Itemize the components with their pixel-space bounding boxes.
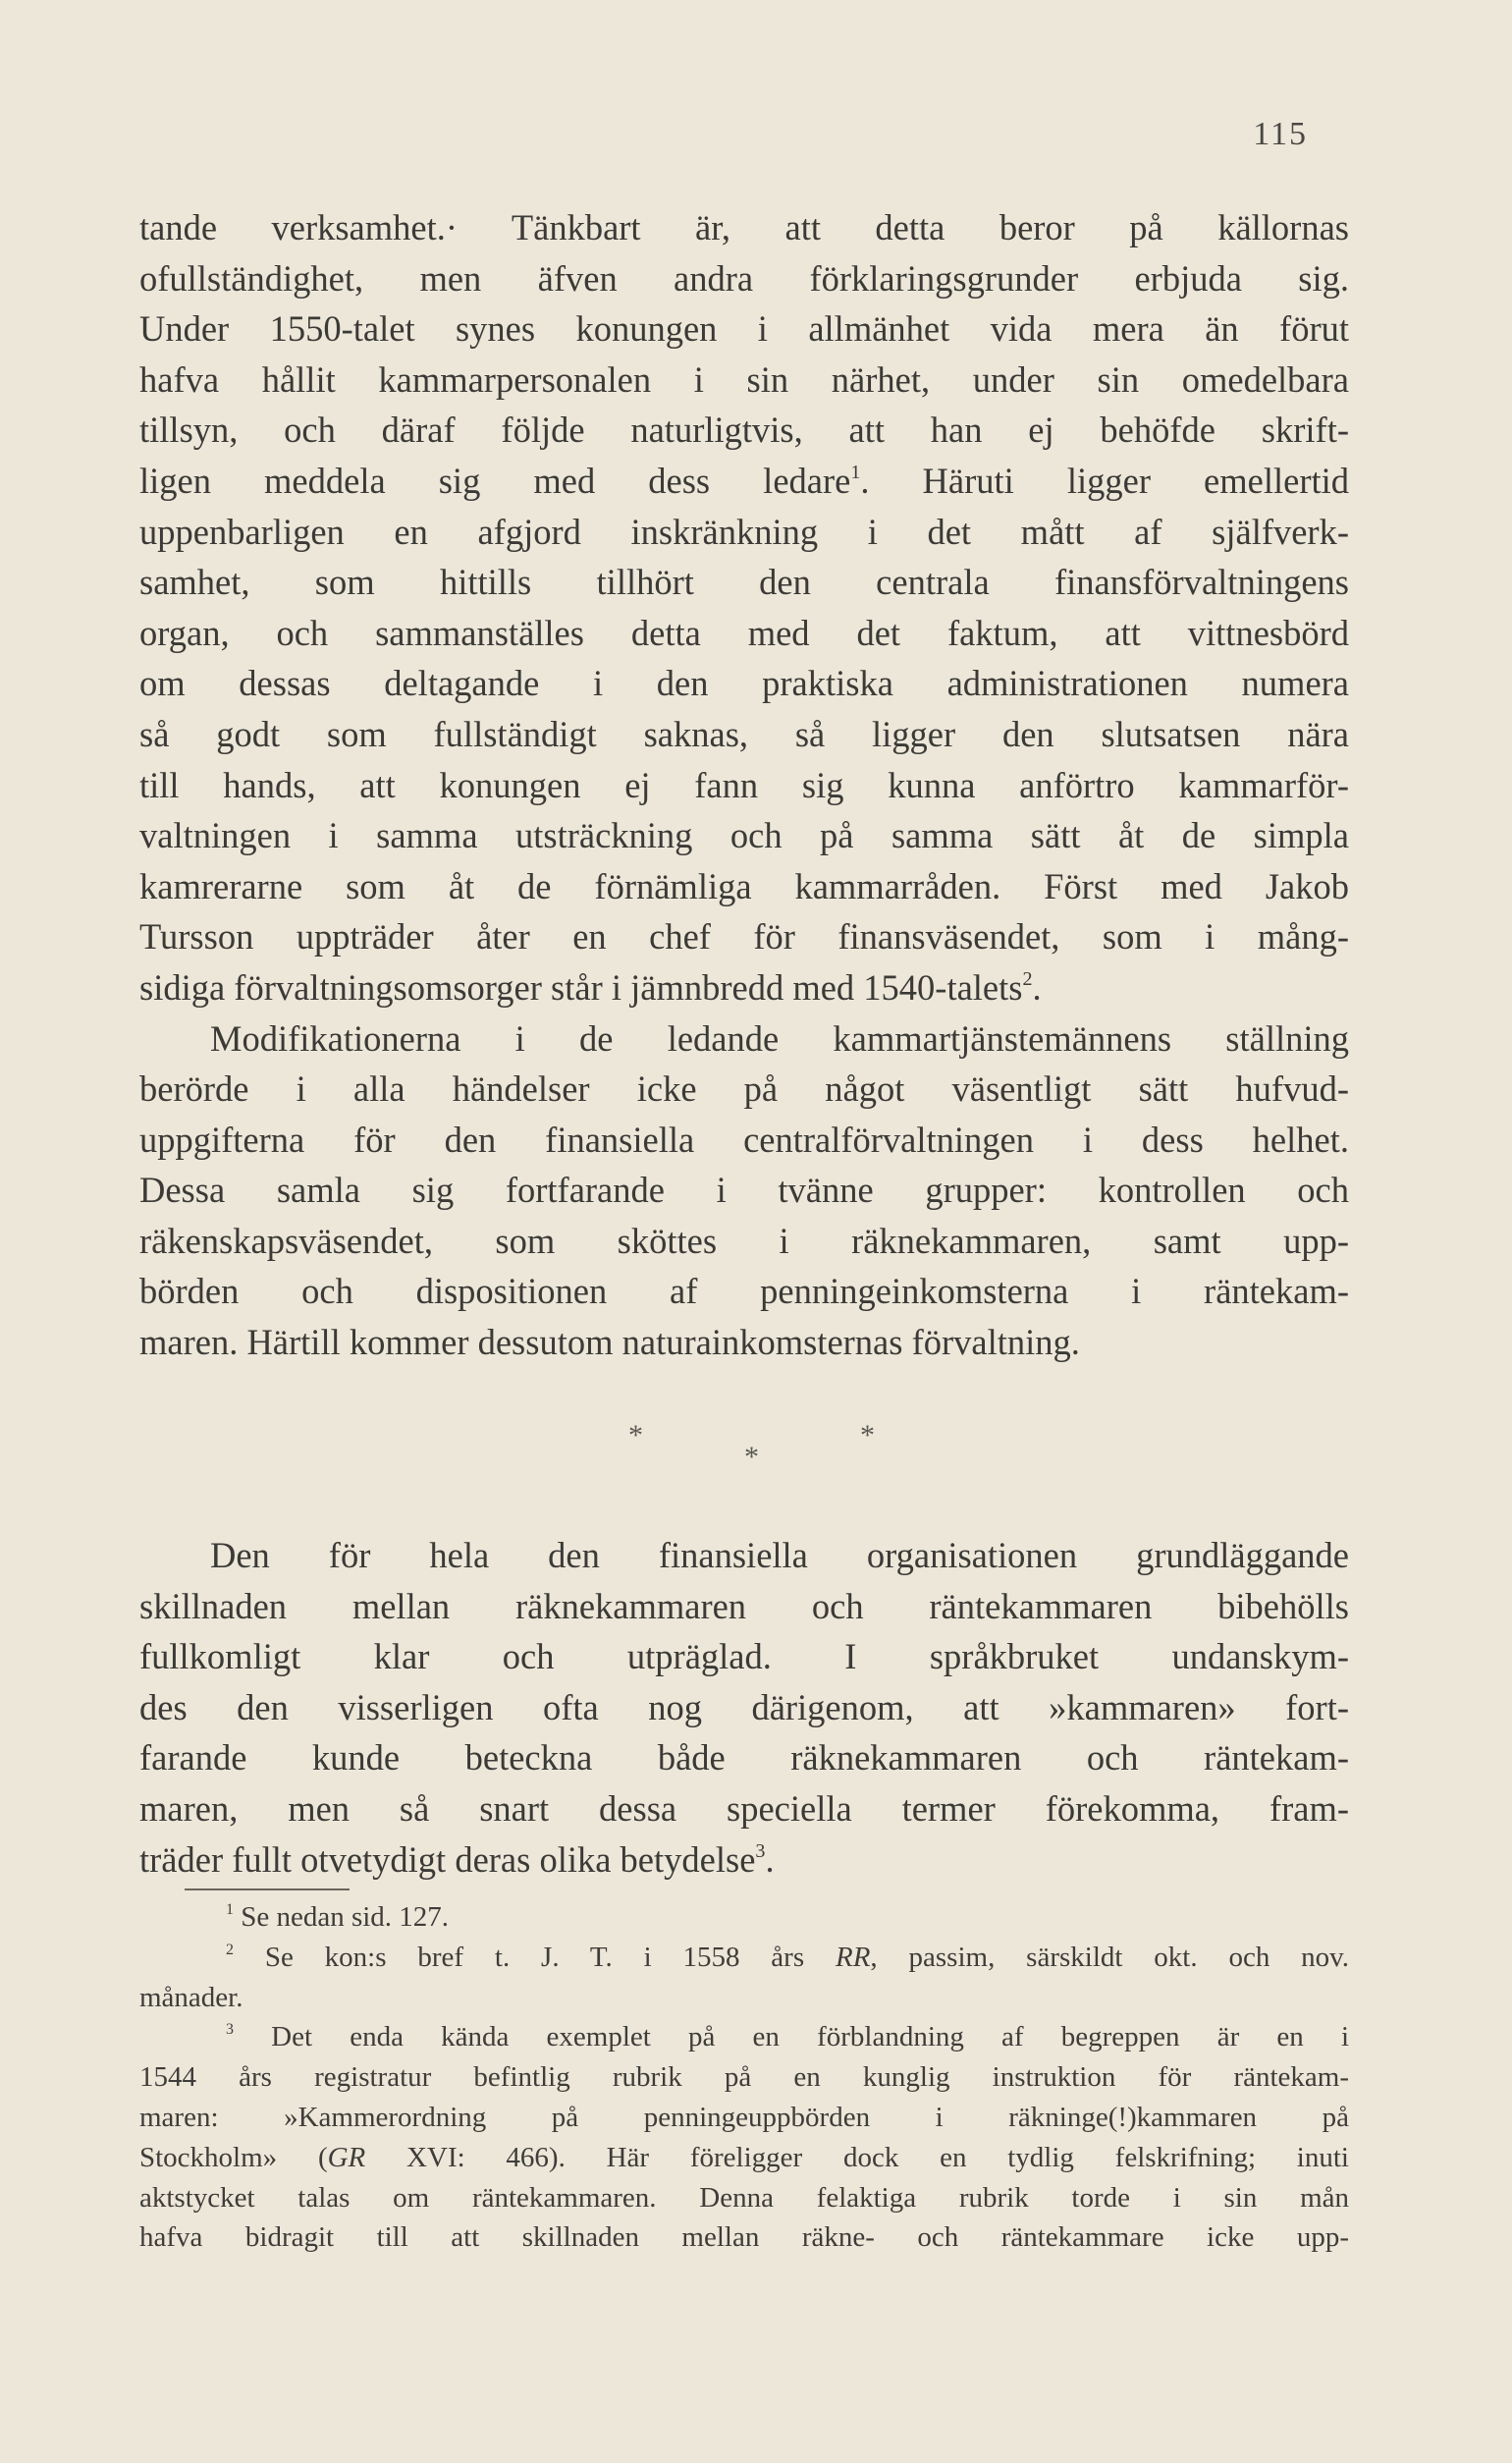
footnote-line: maren: »Kammerordning på penningeuppbörden i räkninge(!)kammaren på [139,2101,1349,2133]
text-segment: . Häruti ligger emellertid [860,460,1350,501]
text-line: hafva hållit kammarpersonalen i sin närhet, under sin omedelbara [139,358,1349,400]
text-segment: träder fullt otvetydigt deras olika betydelse [139,1838,756,1880]
text-line: tande verksamhet.· Tänkbart är, att detta beror på källornas [139,207,1349,247]
footnote-text-italic: RR [835,1941,871,1973]
text-line: börden och dispositionen af penningeinkomsterna i räntekam- [139,1271,1349,1312]
text-line: fullkomligt klar och utpräglad. I språkbruket undanskym- [139,1636,1349,1677]
footnotes [139,1897,1349,2258]
text-line: des den visserligen ofta nog därigenom, att »kammaren» fort- [139,1686,1349,1727]
footnote-text: Stockholm» ( [139,2141,328,2173]
text-line: samhet, som hittills tillhört den centrala finansförvaltningens [139,562,1349,603]
text-line: ofullständighet, men äfven andra förklaringsgrunder erbjuda sig. [139,257,1349,299]
text-segment: . [1032,966,1042,1008]
text-line: organ, och sammanställes detta med det faktum, att vittnesbörd [139,612,1349,653]
text-line [139,1834,1349,1886]
text-line: skillnaden mellan räknekammaren och räntekammaren bibehölls [139,1585,1349,1626]
text-line: Den för hela den finansiella organisationen grundläggande [210,1535,1349,1575]
footnote-ref-1: 1 [850,461,861,483]
text-line: om dessas deltagande i den praktiska administrationen numera [139,663,1349,704]
footnote-marker: 1 [226,1901,234,1919]
text-line: maren, men så snart dessa speciella termer förekomma, fram- [139,1787,1349,1829]
asterisk: * [744,1441,759,1473]
paragraph-main [139,202,1349,1368]
section-separator [0,1419,1512,1473]
footnote-2 [139,1938,1349,1978]
text-line: uppgifterna för den finansiella centralförvaltningen i dess helhet. [139,1119,1349,1160]
text-line [139,456,1349,507]
text-line: så godt som fullständigt saknas, så ligger den slutsatsen nära [139,713,1349,754]
text-line: Under 1550-talet synes konungen i allmänhet vida mera än förut [139,308,1349,350]
text-line: berörde i alla händelser icke på något väsentligt sätt hufvud- [139,1068,1349,1110]
text-line [139,962,1349,1013]
text-line: kamrerarne som åt de förnämliga kammarråden. Först med Jakob [139,865,1349,906]
footnote-1 [139,1897,1349,1938]
text-segment: sidiga förvaltningsomsorger står i jämnbredd med 1540-talets [139,966,1023,1008]
footnote-text-italic: GR [327,2141,366,2173]
text-line: valtningen i samma utsträckning och på samma sätt åt de simpla [139,815,1349,856]
footnote-text: Se nedan sid. 127. [241,1901,450,1933]
asterisk: * [860,1419,875,1451]
footnote-marker: 2 [226,1941,234,1958]
asterisk: * [628,1419,643,1451]
footnote-marker: 3 [226,2021,234,2039]
text-line: räkenskapsväsendet, som sköttes i räknekammaren, samt upp- [139,1220,1349,1261]
text-line: Tursson uppträder åter en chef för finansväsendet, som i mång- [139,916,1349,958]
footnote-line: 1544 års registratur befintlig rubrik på en kunglig instruktion för räntekam- [139,2061,1349,2094]
footnote-text: XVI: 466). Här föreligger dock en tydlig felskrifning; inuti [365,2141,1349,2173]
footnote-text: , passim, särskildt okt. och nov. [870,1941,1350,1973]
page-number: 115 [1253,116,1308,152]
text-line: Modifikationerna i de ledande kammartjänstemännens ställning [210,1017,1349,1059]
text-line: Dessa samla sig fortfarande i tvänne grupper: kontrollen och [139,1170,1349,1211]
paragraph-second [139,1530,1349,1885]
footnote-ref-2: 2 [1022,967,1033,990]
footnote-line: månader. [139,1981,243,2013]
footnote-line [139,2138,1349,2178]
text-line: uppenbarligen en afgjord inskränkning i det mått af själfverk- [139,511,1349,552]
text-line: farande kunde beteckna både räknekammaren och räntekam- [139,1737,1349,1779]
footnote-3 [139,2017,1349,2057]
footnote-ref-3: 3 [755,1839,766,1862]
footnote-line: hafva bidragit till att skillnaden mellan räkne- och räntekammare icke upp- [139,2221,1349,2254]
footnote-text: Det enda kända exemplet på en förblandning af begreppen är en i [271,2021,1350,2053]
text-line: maren. Härtill kommer dessutom naturainkomsternas förvaltning. [139,1322,1080,1363]
footnote-line: aktstycket talas om räntekammaren. Denna felaktiga rubrik torde i sin mån [139,2181,1349,2214]
footnote-divider [185,1888,350,1890]
text-segment: . [765,1838,775,1880]
text-line: till hands, att konungen ej fann sig kunna anförtro kammarför- [139,764,1349,805]
text-line: tillsyn, och däraf följde naturligtvis, att han ej behöfde skrift- [139,410,1349,451]
footnote-text: Se kon:s bref t. J. T. i 1558 års [264,1941,836,1973]
text-segment: ligen meddela sig med dess ledare [139,460,851,501]
